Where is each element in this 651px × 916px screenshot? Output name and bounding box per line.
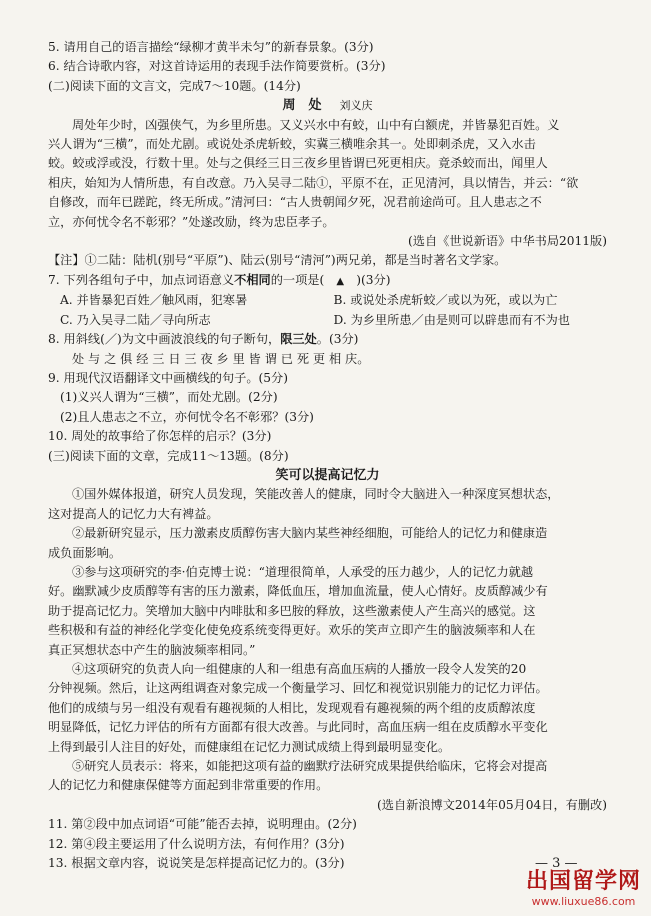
question-7 <box>48 271 607 291</box>
xiao-line-5: ③参与这项研究的李·伯克博士说：“道理很简单，人承受的压力越少，人的记忆力就越 <box>72 564 534 579</box>
xiao-line-11: 分钟视频。然后，让这两组调查对象完成一个衡量学习、回忆和视觉识别能力的记忆力评估。 <box>48 681 548 696</box>
xiao-line-7: 助于提高记忆力。笑增加大脑中内啡肽和多巴胺的释放，这些激素使人产生高兴的感觉。这 <box>48 603 536 618</box>
q7-options-row-1 <box>48 291 607 310</box>
xiao-line-14: 上得到最引人注目的好处，而健康组在记忆力测试成绩上得到最明显变化。 <box>48 739 451 754</box>
triangle-icon: ▲ <box>336 275 345 287</box>
q7-text-2: 的一项是( <box>270 272 337 287</box>
xiao-line-4: 成负面影响。 <box>48 545 122 560</box>
xiao-line-1: ①国外媒体报道，研究人员发现，笑能改善人的健康，同时令大脑进入一种深度冥想状态， <box>72 487 560 502</box>
q7-score: )(3分) <box>344 272 391 287</box>
q7-option-c: C. 乃入吴寻二陆／寻向所志 <box>60 312 211 327</box>
xiao-line-12: 他们的成绩与另一组没有观看有趣视频的人相比，发现观看有趣视频的两个组的皮质醇浓度 <box>48 700 536 715</box>
zhouchu-author: 刘义庆 <box>339 99 373 113</box>
watermark-text: 出国留学网 <box>525 869 641 894</box>
zhouchu-line-2: 兴人谓为“三横”，而处尤剧。或说处杀虎斩蛟，实冀三横唯余其一。处即刺杀虎，又入水击 <box>48 137 536 152</box>
xiao-line-3: ②最新研究显示，压力激素皮质醇伤害大脑内某些神经细胞，可能给人的记忆力和健康造 <box>72 526 548 541</box>
question-12: 12. 第④段主要运用了什么说明方法，有何作用？(3分) <box>48 836 345 851</box>
section-3-heading: (三)阅读下面的文章，完成11～13题。(8分) <box>48 448 289 463</box>
xiao-line-6: 好。幽默减少皮质醇等有害的压力激素，降低血压，增加血流量，使人心情好。皮质醇减少有 <box>48 584 548 599</box>
question-13: 13. 根据文章内容，说说笑是怎样提高记忆力的。(3分) <box>48 856 345 871</box>
question-9: 9. 用现代汉语翻译文中画横线的句子。(5分) <box>48 370 288 385</box>
q8-score: 。(3分) <box>316 332 359 347</box>
q7-text: 7. 下列各组句子中，加点词语意义 <box>48 272 235 287</box>
question-10: 10. 周处的故事给了你怎样的启示？(3分) <box>48 429 272 444</box>
q9-item-1: (1)义兴人谓为“三横”，而处尤剧。(2分) <box>60 390 278 405</box>
xiao-line-9: 真正冥想状态中产生的脑波频率相同。” <box>48 642 256 657</box>
xiao-line-8: 些积极和有益的神经化学变化使免疫系统变得更好。欢乐的笑声立即产生的脑波频率和人在 <box>48 623 536 638</box>
watermark-logo <box>526 864 641 908</box>
question-8 <box>48 330 607 349</box>
zhouchu-source: (选自《世说新语》中华书局2011版) <box>408 234 607 249</box>
zhouchu-line-5: 自修改，而年已蹉跎，终无所成。”清河曰：“古人贵朝闻夕死，况君前途尚可。且人患志之不 <box>48 195 542 210</box>
q7-option-a: A. 并皆暴犯百姓／触风雨，犯寒暑 <box>60 293 248 308</box>
q7-option-b: B. 或说处杀虎斩蛟／或以为死，或以为亡 <box>333 293 558 308</box>
zhouchu-note: 【注】①二陆：陆机(别号“平原”)、陆云(别号“清河”)两兄弟，都是当时著名文学家。 <box>48 253 507 268</box>
question-6: 6. 结合诗歌内容，对这首诗运用的表现手法作简要赏析。(3分) <box>48 59 386 74</box>
xiao-source: (选自新浪博文2014年05月04日，有删改) <box>377 797 607 812</box>
q8-sentence: 处 与 之 俱 经 三 日 三 夜 乡 里 皆 谓 已 死 更 相 庆。 <box>72 351 370 366</box>
question-11: 11. 第②段中加点词语“可能”能否去掉，说明理由。(2分) <box>48 817 357 832</box>
q7-options-row-2 <box>48 311 607 330</box>
xiao-line-16: 人的记忆力和健康保健等方面起到非常重要的作用。 <box>48 778 329 793</box>
xiao-line-15: ⑤研究人员表示：将来，如能把这项有益的幽默疗法研究成果提供给临床，它将会对提高 <box>72 759 548 774</box>
question-5: 5. 请用自己的语言描绘“绿柳才黄半未匀”的新春景象。(3分) <box>48 40 374 54</box>
xiao-line-2: 这对提高人的记忆力大有裨益。 <box>48 506 219 521</box>
zhouchu-line-6: 立，亦何忧令名不彰邪？”处遂改励，终为忠臣孝子。 <box>48 214 335 229</box>
q8-emphasis: 限三处 <box>280 332 317 347</box>
zhouchu-line-3: 蛟。蛟或浮或没，行数十里。处与之俱经三日三夜乡里皆谓已死更相庆。竟杀蛟而出，闻里人 <box>48 156 548 171</box>
xiao-line-10: ④这项研究的负责人向一组健康的人和一组患有高血压病的人播放一段令人发笑的20 <box>72 662 527 676</box>
q7-option-d: D. 为乡里所患／由是则可以辟患而有不为也 <box>333 312 570 327</box>
q9-item-2: (2)且人患志之不立，亦何忧令名不彰邪？(3分) <box>60 409 314 424</box>
zhouchu-line-1: 周处年少时，凶强侠气，为乡里所患。又义兴水中有蛟，山中有白额虎，并皆暴犯百姓。义 <box>72 117 560 132</box>
page-number: — 3 — <box>535 856 578 871</box>
watermark-url: www.liuxue86.com <box>531 895 636 908</box>
zhouchu-title-line <box>48 96 607 115</box>
zhouchu-line-4: 相庆，始知为人情所患，有自改意。乃入吴寻二陆①，平原不在，正见清河，具以情告，并云：“欲 <box>48 175 579 190</box>
xiao-title: 笑可以提高记忆力 <box>275 467 380 483</box>
q8-text: 8. 用斜线(／)为文中画波浪线的句子断句， <box>48 332 281 347</box>
xiao-line-13: 明显降低，记忆力评估的所有方面都有很大改善。与此同时，高血压病一组在皮质醇水平变化 <box>48 720 548 735</box>
q7-emphasis: 不相同 <box>234 272 271 287</box>
section-2-heading: (二)阅读下面的文言文，完成7～10题。(14分) <box>48 78 301 93</box>
zhouchu-title: 周 处 <box>282 98 322 114</box>
